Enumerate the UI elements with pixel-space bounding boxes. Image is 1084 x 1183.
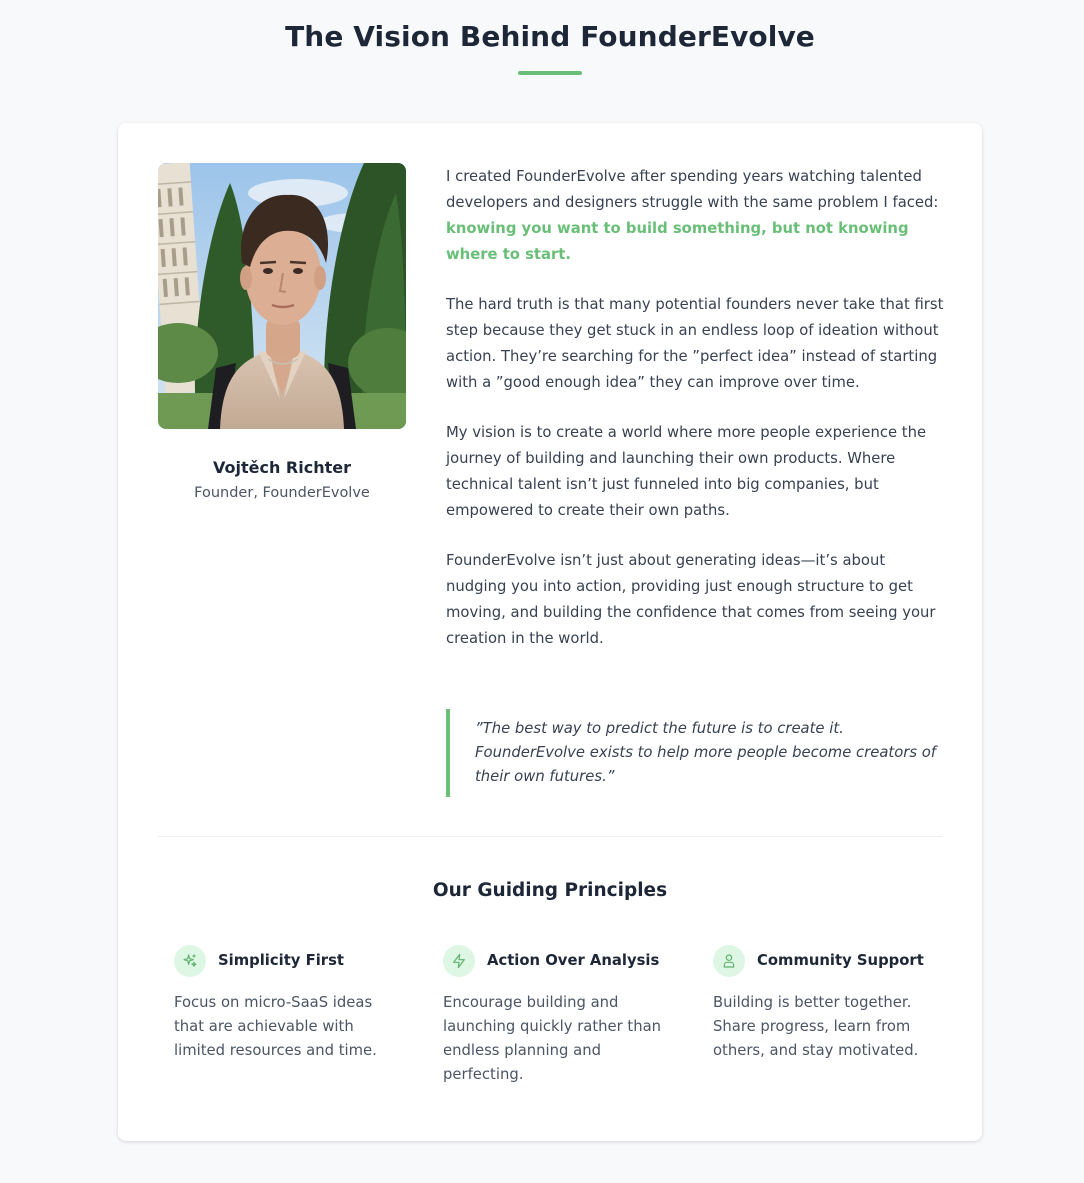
founder-quote: ”The best way to predict the future is to create it. FounderEvolve exists to help more people become creators of their own futures.” <box>446 709 946 797</box>
users-icon <box>713 945 745 977</box>
sparkles-icon <box>174 945 206 977</box>
principle-description: Encourage building and launching quickly rather than endless planning and perfecting. <box>443 994 662 1083</box>
principle-description: Focus on micro-SaaS ideas that are achievable with limited resources and time. <box>174 994 377 1059</box>
founder-photo <box>158 163 406 429</box>
founder-role: Founder, FounderEvolve <box>194 485 370 501</box>
story-paragraph-2: The hard truth is that many potential founders never take that first step because they get stuck in an endless loop of ideation without action. They’re searching for the ”perfect idea” instead of starting with a ”good enough idea” they can improve over time. <box>446 296 944 391</box>
founder-name: Vojtěch Richter <box>213 458 351 477</box>
title-underline <box>518 71 582 75</box>
section-divider <box>158 836 942 837</box>
principle-title: Community Support <box>757 952 924 969</box>
story-paragraph-1 <box>446 164 946 268</box>
vision-card <box>118 123 982 1141</box>
principle-description: Building is better together. Share progress, learn from others, and stay motivated. <box>713 994 919 1059</box>
story-paragraph-1-text: I created FounderEvolve after spending years watching talented developers and designers struggle with the same problem I faced: <box>446 168 939 211</box>
vision-story <box>446 164 946 676</box>
principles-title: Our Guiding Principles <box>432 880 668 901</box>
principle-title: Simplicity First <box>218 952 344 969</box>
story-paragraph-3: My vision is to create a world where more people experience the journey of building and launching their own products. Where technical talent isn’t just funneled into big companies, but empowered to create their own paths. <box>446 424 927 519</box>
page-title: The Vision Behind FounderEvolve <box>285 20 815 53</box>
lightning-icon <box>443 945 475 977</box>
story-highlight: knowing you want to build something, but not knowing where to start. <box>446 220 909 263</box>
story-paragraph-4: FounderEvolve isn’t just about generating ideas—it’s about nudging you into action, providing just enough structure to get moving, and building the confidence that comes from seeing your creation in the world. <box>446 552 936 647</box>
principle-title: Action Over Analysis <box>487 952 660 969</box>
founder-photo-illustration <box>158 163 406 429</box>
